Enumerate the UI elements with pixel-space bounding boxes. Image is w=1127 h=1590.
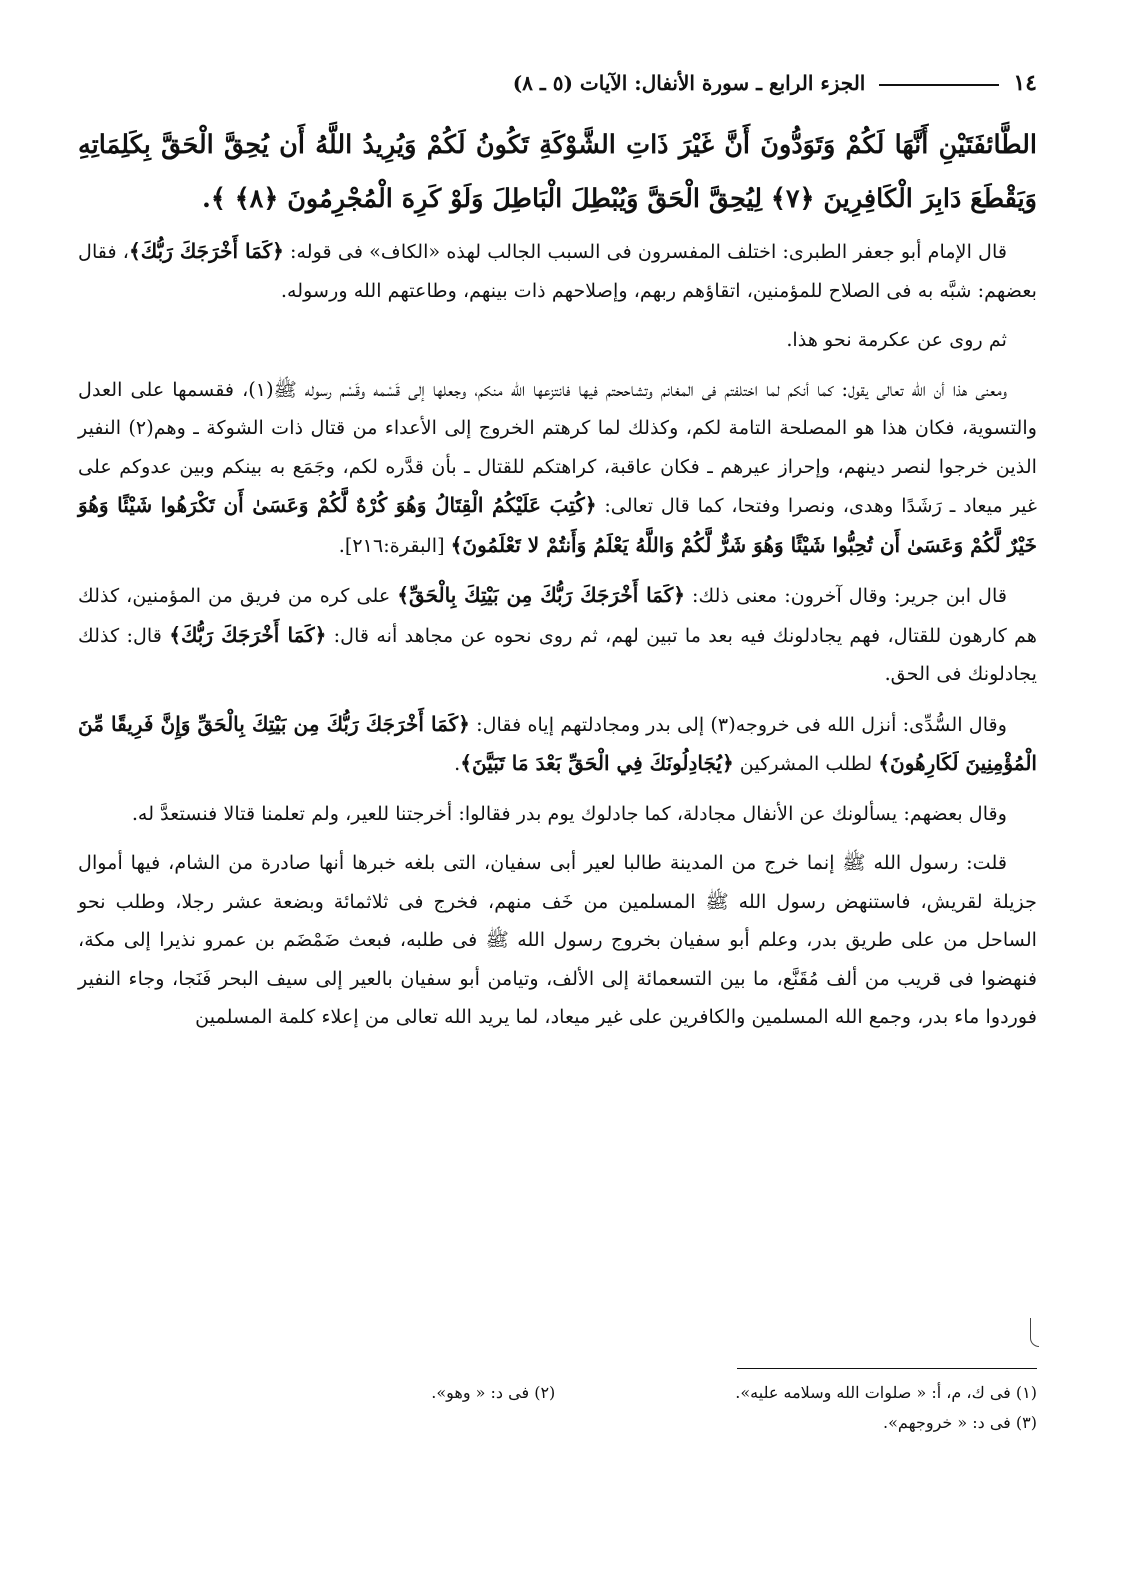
text-run: ، فقال بعضهم: شبَّه به فى الصلاح للمؤمنين، اتقاؤهم ربهم، وإصلاحهم ذات بينهم، وطاعتهم الله ورسوله. (78, 240, 1037, 302)
page-number: ١٤ (1013, 70, 1037, 96)
paragraph-others (78, 795, 1037, 834)
paragraph-tabari (78, 232, 1037, 310)
footnote-3: (٣) فى د: « خروجهم». (883, 1413, 1037, 1432)
text-run: وقال السُّدِّى: أنزل الله فى خروجه(٣) إلى بدر ومجادلتهم إياه فقال: (469, 712, 1007, 736)
quran-quote: ﴿كَمَا أَخْرَجَكَ رَبُّكَ مِن بَيْتِكَ بِالْحَقِّ﴾ (397, 583, 686, 607)
footnote-rule (737, 1368, 1037, 1369)
page-header (80, 62, 1037, 104)
text-run: قال الإمام أبو جعفر الطبرى: اختلف المفسرون فى السبب الجالب لهذه «الكاف» فى قوله: (283, 240, 1008, 263)
text-run: لطلب المشركين (733, 752, 879, 775)
paragraph-meaning (78, 371, 1037, 566)
text-run: . (454, 752, 461, 775)
text-run: قلت: رسول الله ﷺ إنما خرج من المدينة طالبا لعير أبى سفيان، التى بلغه خبرها أنها صادرة من الشام، فيها أموال جزيلة لقريش، فاستنهض رسول الله ﷺ المسلمين من خَف منهم، فخرج فى ثلاثمائة وبضعة عشر رجلا، وطلب نحو الساحل من على طريق بدر، وعلم أبو سفيان بخروج رسول الله ﷺ فى طلبه، فبعث ضَمْضَم بن عمرو نذيرا إلى مكة، فنهضوا فى قريب من ألف مُقَنَّع، ما بين التسعمائة إلى الألف، وتيامن أبو سفيان بالعير إلى سيف البحر فَنَجا، وجاء النفير فوردوا ماء بدر، وجمع الله المسلمين والكافرين على غير ميعاد، لما يريد الله تعالى من إعلاء كلمة المسلمين (78, 851, 1037, 1028)
footnote-1: (١) فى ك، م، أ: « صلوات الله وسلامه عليه». (735, 1383, 1037, 1402)
footnotes (80, 1378, 1037, 1438)
text-run: وقال بعضهم: يسألونك عن الأنفال مجادلة، كما جادلوك يوم بدر فقالوا: أخرجتنا للعير، ولم تعلمنا قتالا فنستعدَّ له. (131, 801, 1007, 825)
paragraph-ibn-jarir (78, 576, 1037, 694)
footnote-2: (٢) فى د: « وهو». (431, 1383, 556, 1402)
text-run: قال ابن جرير: وقال آخرون: معنى ذلك: (685, 584, 1007, 607)
footnote-row (80, 1378, 1037, 1408)
text-run: ثم روى عن عكرمة نحو هذا. (786, 328, 1007, 351)
footnote-row (80, 1408, 1037, 1438)
paragraph-author (78, 844, 1037, 1037)
running-title: الجزء الرابع ـ سورة الأنفال: الآيات (٥ ـ ٨) (512, 71, 866, 95)
quran-quote: ﴿كَمَا أَخْرَجَكَ رَبُّكَ﴾ (169, 622, 327, 647)
paragraph-suddi (78, 705, 1037, 784)
quran-quote: ﴿كُتِبَ عَلَيْكُمُ الْقِتَالُ وَهُوَ كُرْهٌ لَّكُمْ وَعَسَىٰ أَن تَكْرَهُوا شَيْئًا وَهُوَ خَيْرٌ لَّكُمْ وَعَسَىٰ أَن تُحِبُّوا شَيْئًا وَهُوَ شَرٌّ لَّكُمْ وَاللَّهُ يَعْلَمُ وَأَنتُمْ لا تَعْلَمُونَ﴾ (78, 493, 1037, 557)
quran-quote: ﴿يُجَادِلُونَكَ فِي الْحَقِّ بَعْدَ مَا تَبَيَّنَ﴾ (460, 751, 734, 775)
quran-quote: ﴿كَمَا أَخْرَجَكَ رَبُّكَ مِن بَيْتِكَ بِالْحَقِّ وَإِنَّ فَرِيقًا مِّنَ الْمُؤْمِنِينَ لَكَارِهُونَ﴾ (78, 711, 1037, 775)
header-rule (879, 84, 999, 86)
quran-verses: الطَّائفَتَيْنِ أَنَّهَا لَكُمْ وَتَوَدُّونَ أَنَّ غَيْرَ ذَاتِ الشَّوْكَةِ تَكُونُ لَكُمْ وَيُرِيدُ اللَّهُ أَن يُحِقَّ الْحَقَّ بِكَلِمَاتِهِ وَيَقْطَعَ دَابِرَ الْكَافِرِينَ ﴿٧﴾ لِيُحِقَّ الْحَقَّ وَيُبْطِلَ الْبَاطِلَ وَلَوْ كَرِهَ الْمُجْرِمُونَ ﴿٨﴾ ﴾. (78, 130, 1037, 214)
main-text (78, 118, 1037, 1048)
text-run: [البقرة:٢١٦]. (338, 533, 451, 557)
text-run: قال: كذلك يجادلونك فى الحق. (78, 623, 1037, 685)
quran-quote: ﴿كَمَا أَخْرَجَكَ رَبُّكَ﴾ (129, 239, 284, 263)
text-run: على كره من فريق من المؤمنين، كذلك هم كارهون للقتال، فهم يجادلونك فيه بعد ما تبين لهم، ثم روى نحوه عن مجاهد أنه قال: (78, 584, 1037, 647)
margin-mark (1030, 1318, 1039, 1347)
text-run: ومعنى هذا أن الله تعالى يقول: كما أنكم لما اختلفتم فى المغانم وتشاححتم فيها فانتزعها الله منكم، وجعلها إلى قَسْمه وقَسْم رسوله ﷺ(١)، فقسمها على العدل والتسوية، فكان هذا هو المصلحة التامة لكم، وكذلك لما كرهتم الخروج إلى الأعداء من قتال ذات الشوكة ـ وهم(٢) النفير الذين خرجوا لنصر دينهم، وإحراز عيرهم ـ فكان عاقبة، كراهتكم للقتال ـ بأن قدَّره لكم، وجَمَع به بينكم وبين عدوكم على غير ميعاد ـ رَشَدًا وهدى، ونصرا وفتحا، كما قال تعالى: (78, 377, 1038, 517)
paragraph-ikrima (78, 321, 1037, 360)
